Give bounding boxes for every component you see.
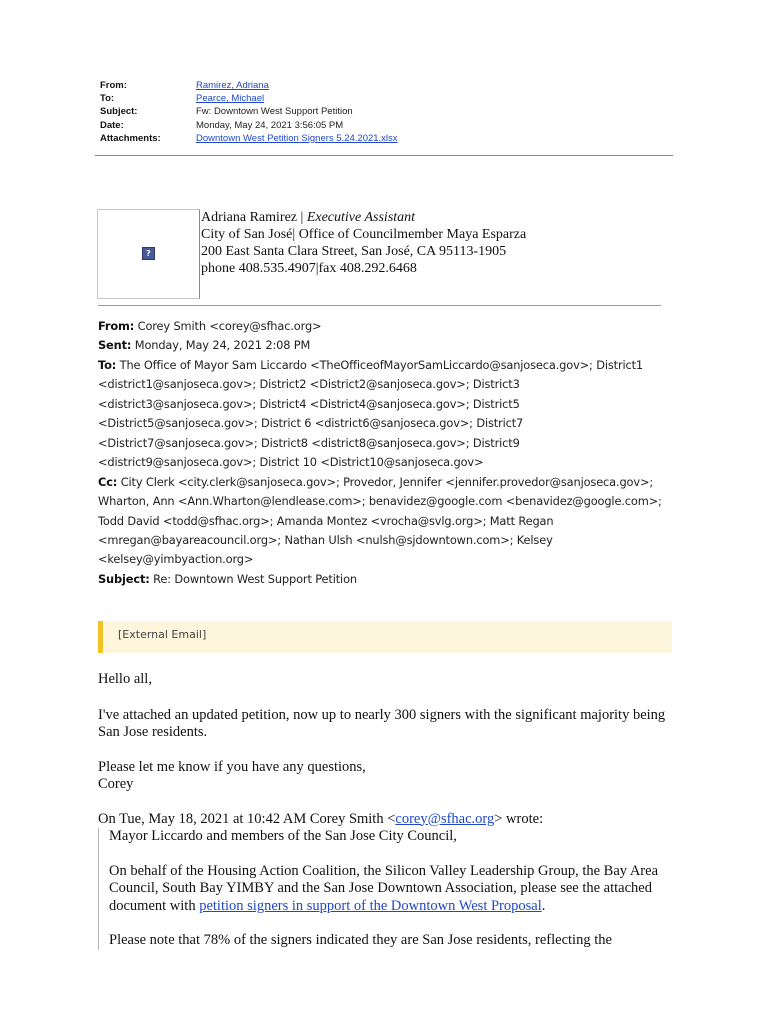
signature-separator: | <box>297 210 307 225</box>
signature-line-3: 200 East Santa Clara Street, San José, CA 95113-1905 <box>201 244 507 259</box>
header-divider <box>95 155 673 156</box>
fwd-cc-line <box>98 473 683 492</box>
fwd-from-value: Corey Smith <corey@sfhac.org> <box>134 319 322 333</box>
attachment-link[interactable]: Downtown West Petition Signers 5.24.2021.xlsx <box>196 132 398 144</box>
fwd-to-continued: <District5@sanjoseca.gov>; District 6 <district6@sanjoseca.gov>; District7 <box>98 416 524 431</box>
to-link[interactable]: Pearce, Michael <box>196 93 265 105</box>
fwd-sent-value: Monday, May 24, 2021 2:08 PM <box>131 338 311 353</box>
fwd-cc-continued: <mregan@bayareacouncil.org>; Nathan Ulsh <nulsh@sjdowntown.com>; Kelsey <box>98 532 553 547</box>
email-body <box>98 671 678 950</box>
fwd-to-value: The Office of Mayor Sam Liccardo <TheOfficeofMayorSamLiccardo@sanjoseca.gov>; District1 <box>116 357 644 372</box>
quote-paragraph-text: On behalf of the Housing Action Coalition, the Silicon Valley Leadership Group, the Bay Area Council, South Bay YIMBY and the San Jose Downtown Association, please see the attached document with <box>109 862 659 914</box>
header-row-subject <box>100 105 398 118</box>
petition-link[interactable]: petition signers in support of the Downtown West Proposal <box>199 897 542 914</box>
header-label: Date: <box>100 119 124 131</box>
fwd-from-label: From: <box>98 319 135 333</box>
header-row-date <box>100 119 398 132</box>
body-paragraph: I've attached an updated petition, now up to nearly 300 signers with the significant majority being San Jose residents. <box>98 706 666 740</box>
quote-paragraph-end: . <box>541 897 546 914</box>
fwd-cc-continued: <kelsey@yimbyaction.org> <box>98 552 254 567</box>
header-row-to <box>100 92 398 105</box>
fwd-to-continued: <district9@sanjoseca.gov>; District 10 <District10@sanjoseca.gov> <box>98 455 484 470</box>
signature-block <box>201 209 526 277</box>
quoted-message <box>98 828 678 950</box>
signature-line-2: City of San José| Office of Councilmember Maya Esparza <box>201 227 527 242</box>
fwd-from-line <box>98 317 683 336</box>
fwd-cc-label: Cc: <box>98 474 118 489</box>
signature-line-1 <box>201 209 526 226</box>
header-label: From: <box>100 80 127 91</box>
quote-intro-text: On Tue, May 18, 2021 at 10:42 AM Corey Smith < <box>98 810 396 827</box>
fwd-cc-continued: Wharton, Ann <Ann.Wharton@lendlease.com>; benavidez@google.com <benavidez@google.com>; <box>98 494 662 509</box>
fwd-sent-label: Sent: <box>98 338 132 353</box>
header-label: Attachments: <box>100 132 161 144</box>
quote-salutation: Mayor Liccardo and members of the San Jose City Council, <box>109 828 457 844</box>
header-label: To: <box>100 93 115 105</box>
fwd-to-continued: <district3@sanjoseca.gov>; District4 <District4@sanjoseca.gov>; District5 <box>98 396 520 411</box>
closing-line: Please let me know if you have any questions, <box>98 758 366 775</box>
header-row-attachments <box>100 132 398 145</box>
external-email-label: [External Email] <box>118 628 207 641</box>
external-email-banner <box>98 621 672 653</box>
signature-line-4: phone 408.535.4907|fax 408.292.6468 <box>201 261 417 276</box>
forwarded-header <box>98 317 683 589</box>
quote-paragraph: Please note that 78% of the signers indicated they are San Jose residents, reflecting the <box>109 932 612 948</box>
quote-intro <box>98 811 678 829</box>
fwd-cc-value: City Clerk <city.clerk@sanjoseca.gov>; Provedor, Jennifer <jennifer.provedor@sanjoseca.gov>; <box>117 474 654 489</box>
quote-paragraph <box>109 863 678 916</box>
greeting: Hello all, <box>98 671 152 687</box>
date-value: Monday, May 24, 2021 3:56:05 PM <box>196 119 344 131</box>
fwd-subject-label: Subject: <box>98 571 150 586</box>
signature-name: Adriana Ramirez <box>201 210 298 225</box>
fwd-cc-continued: Todd David <todd@sfhac.org>; Amanda Montez <vrocha@svlg.org>; Matt Regan <box>98 513 554 528</box>
fwd-to-continued: <district1@sanjoseca.gov>; District2 <District2@sanjoseca.gov>; District3 <box>98 377 520 392</box>
signature-title: Executive Assistant <box>306 210 416 225</box>
signature-divider <box>98 305 661 306</box>
body-paragraph <box>98 759 678 794</box>
fwd-sent-line <box>98 336 683 355</box>
signature-image-placeholder <box>97 209 200 299</box>
fwd-to-line <box>98 356 683 375</box>
header-label: Subject: <box>100 106 138 118</box>
header-row-from <box>100 79 398 92</box>
quote-intro-tail: > wrote: <box>494 810 544 827</box>
sender-signoff: Corey <box>98 776 134 792</box>
broken-image-icon: ? <box>142 247 155 260</box>
email-link[interactable]: corey@sfhac.org <box>395 810 495 827</box>
fwd-subject-value: Re: Downtown West Support Petition <box>149 571 357 586</box>
subject-value: Fw: Downtown West Support Petition <box>196 106 353 118</box>
fwd-to-label: To: <box>98 357 117 372</box>
from-link[interactable]: Ramirez, Adriana <box>196 80 269 91</box>
email-header <box>100 79 398 145</box>
fwd-to-continued: <District7@sanjoseca.gov>; District8 <district8@sanjoseca.gov>; District9 <box>98 435 520 450</box>
fwd-subject-line <box>98 570 683 589</box>
